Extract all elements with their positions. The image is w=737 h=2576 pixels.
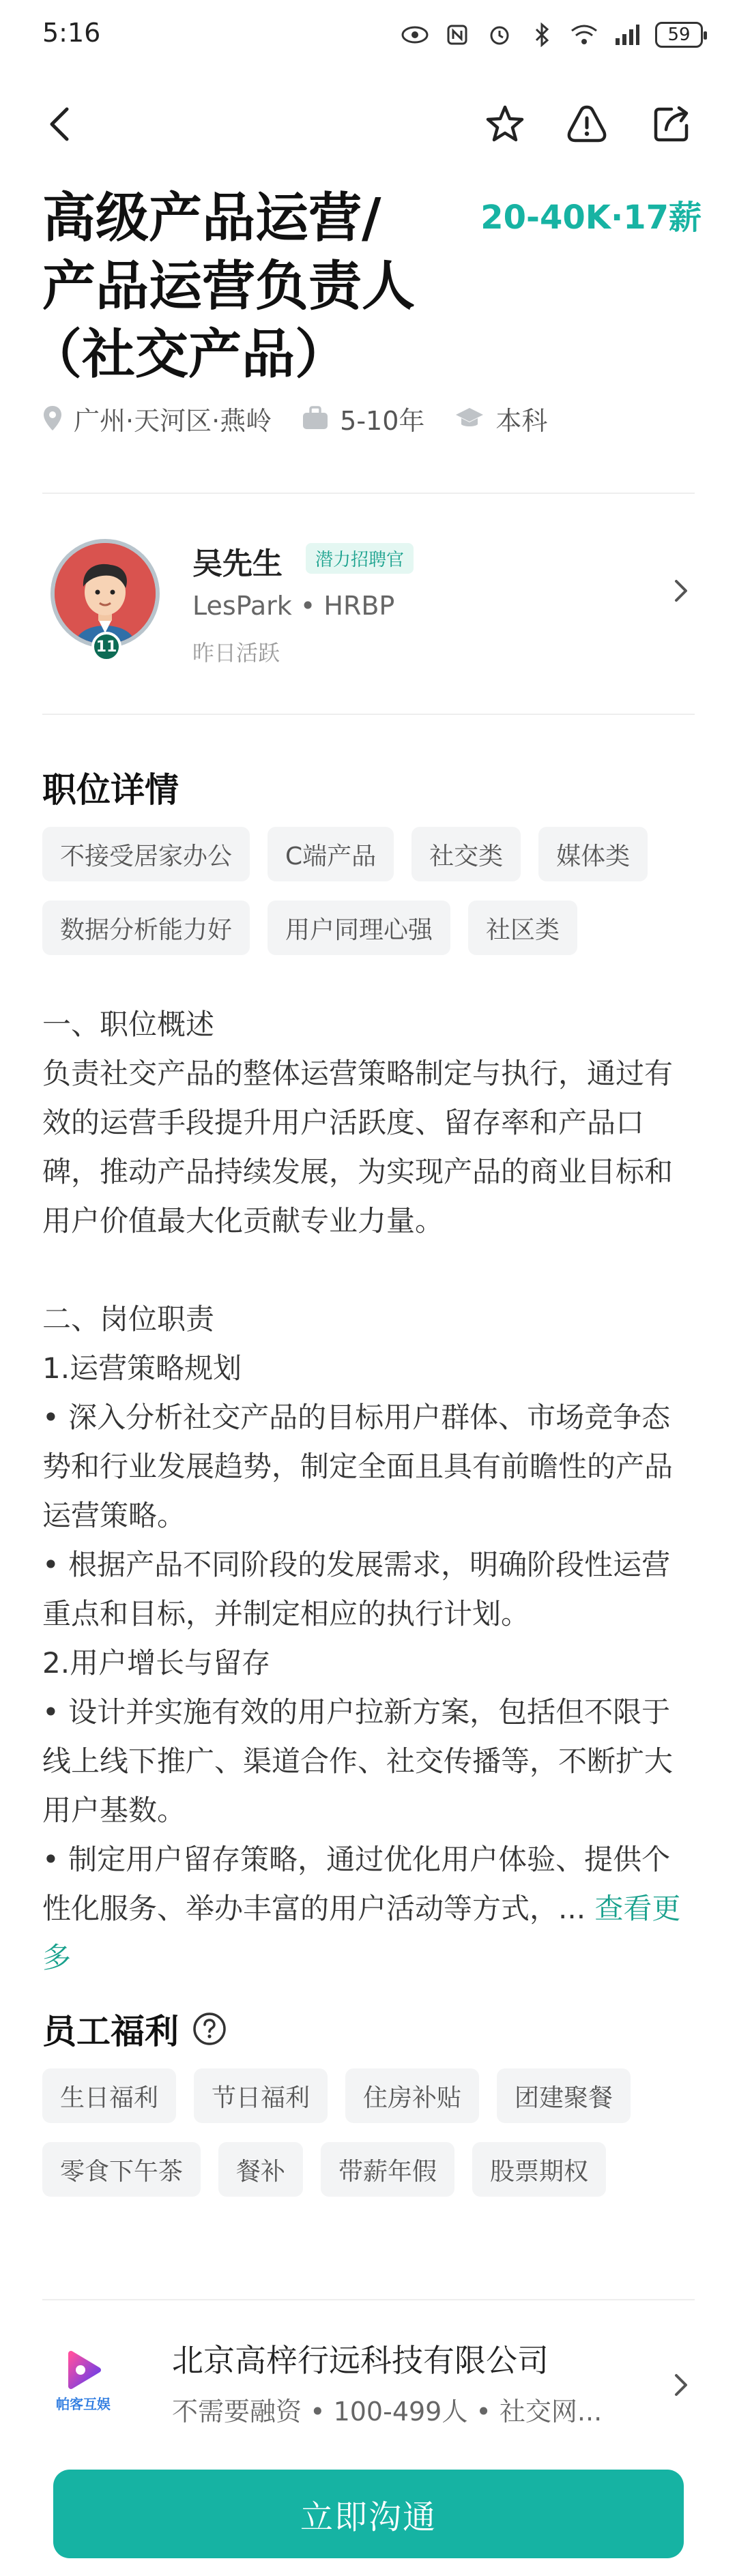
benefit-tag: 住房补贴: [345, 2068, 479, 2123]
wifi-icon: [570, 21, 598, 48]
experience-text: 5-10年: [340, 405, 425, 436]
benefit-tag: 团建聚餐: [497, 2068, 631, 2123]
signal-icon: [613, 21, 640, 48]
divider: [42, 714, 695, 715]
job-tag: 数据分析能力好: [42, 901, 250, 955]
location-pin-icon: [42, 405, 63, 432]
star-icon: [485, 104, 525, 145]
benefit-tag: 股票期权: [472, 2142, 606, 2197]
recruiter-card[interactable]: [42, 532, 695, 689]
eye-icon: [401, 21, 429, 48]
recruiter-tag: 潜力招聘官: [306, 543, 414, 574]
company-logo: [42, 2340, 124, 2422]
job-tag: 用户同理心强: [268, 901, 450, 955]
benefit-tag: 零食下午茶: [42, 2142, 201, 2197]
job-title-line: 高级产品运营/: [42, 188, 381, 249]
job-meta: [42, 401, 577, 435]
recruiter-company: LesPark • HRBP: [192, 591, 395, 621]
benefit-tag: 节日福利: [194, 2068, 328, 2123]
nfc-icon: [444, 21, 471, 48]
job-title: [29, 184, 479, 389]
battery-indicator: 59: [655, 22, 703, 48]
benefits-heading-text: 员工福利: [42, 2012, 179, 2051]
job-tag: 不接受居家办公: [42, 827, 250, 881]
location-item: [42, 400, 272, 437]
job-description: [42, 1000, 697, 1982]
job-title-line: 产品运营负责人: [42, 256, 416, 317]
recruiter-level-badge: 11: [91, 632, 121, 662]
report-button[interactable]: [561, 98, 613, 150]
bottom-bar: [0, 2456, 737, 2576]
benefits-heading: [42, 2004, 228, 2053]
company-info: 不需要融资 • 100-499人 • 社交网...: [172, 2397, 603, 2427]
favorite-button[interactable]: [479, 98, 531, 150]
play-logo-icon: [61, 2350, 105, 2390]
job-tag: 社区类: [468, 901, 577, 955]
job-tag: 社交类: [411, 827, 521, 881]
chevron-right-icon[interactable]: [667, 577, 695, 604]
status-time: 5:16: [42, 18, 101, 48]
share-button[interactable]: [646, 98, 697, 150]
benefit-tag: 餐补: [218, 2142, 303, 2197]
warning-icon: [566, 103, 608, 145]
bluetooth-icon: [528, 21, 555, 48]
company-logo-text: 帕客互娱: [56, 2395, 111, 2412]
recruiter-active-status: 昨日活跃: [192, 640, 280, 666]
view-more-link[interactable]: 查看更多: [42, 1892, 681, 1974]
chat-now-button[interactable]: 立即沟通: [53, 2470, 684, 2558]
job-tag: C端产品: [268, 827, 394, 881]
alarm-icon: [486, 21, 513, 48]
job-tag: 媒体类: [538, 827, 648, 881]
recruiter-name: 吴先生: [192, 546, 283, 581]
status-bar: [0, 0, 737, 75]
back-button[interactable]: [34, 98, 86, 150]
job-details-heading: 职位详情: [42, 770, 179, 810]
benefit-tag: 带薪年假: [321, 2142, 454, 2197]
briefcase-icon: [302, 406, 329, 430]
salary: 20-40K·17薪: [480, 199, 702, 237]
company-name: 北京高梓行远科技有限公司: [172, 2342, 549, 2379]
top-nav: [0, 82, 737, 164]
graduation-cap-icon: [454, 406, 485, 430]
education-item: [454, 400, 547, 437]
education-text: 本科: [495, 405, 548, 436]
job-description-text: 一、职位概述 负责社交产品的整体运营策略制定与执行，通过有效的运营手段提升用户活跃度、留存率和产品口碑，推动产品持续发展，为实现产品的商业目标和用户价值最大化贡献专业力量。 二、岗位职责 1.运营策略规划 • 深入分析社交产品的目标用户群体、市场竞争态势和行业发展趋势，制定全面且具有前瞻性的产品运营策略。 • 根据产品不同阶段的发展需求，明确阶段性运营重点和目标，并制定相应的执行计划。 2.用户增长与留存 • 设计并实施有效的用户拉新方案，包括但不限于线上线下推广、渠道合作、社交传播等，不断扩大用户基数。 • 制定用户留存策略，通过优化用户体验、提供个性化服务、举办丰富的用户活动等方式，...: [42, 1008, 674, 1925]
divider: [42, 493, 695, 494]
benefit-tags: [42, 2068, 711, 2197]
job-title-line: （社交产品）: [29, 324, 349, 385]
chevron-right-icon[interactable]: [667, 2371, 695, 2399]
back-arrow-icon: [46, 105, 74, 143]
company-card[interactable]: [42, 2319, 695, 2449]
status-icons: [401, 18, 703, 52]
job-tags: [42, 827, 711, 955]
share-icon: [651, 104, 692, 145]
location-text: 广州·天河区·燕岭: [74, 405, 272, 436]
experience-item: [302, 400, 424, 437]
help-icon: [191, 2010, 228, 2047]
benefit-tag: 生日福利: [42, 2068, 176, 2123]
divider: [42, 2299, 695, 2300]
